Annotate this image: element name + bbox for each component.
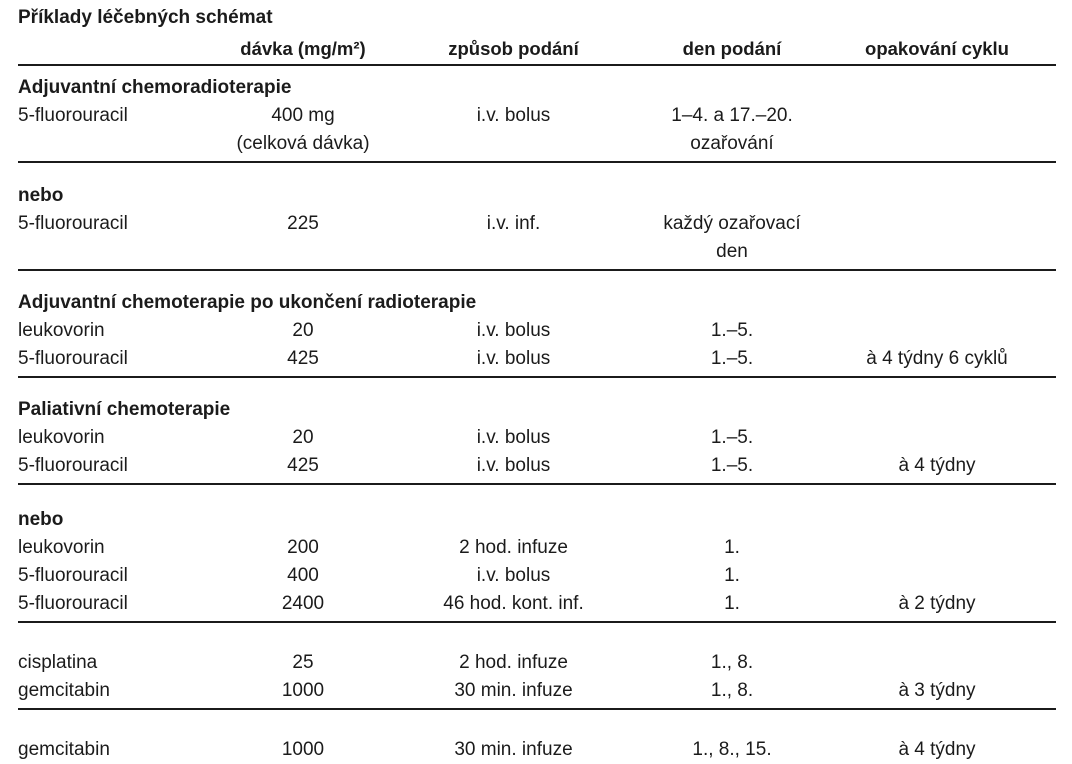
- section-header: Paliativní chemoterapie: [18, 399, 231, 420]
- section-nebo-2: [18, 485, 1056, 623]
- drug-cell: leukovorin: [18, 427, 105, 448]
- drug-cell: gemcitabin: [18, 739, 110, 760]
- table-row: [18, 345, 1056, 373]
- route-cell: 2 hod. infuze: [459, 537, 568, 558]
- section-gemcitabine-mono: [18, 710, 1056, 764]
- drug-cell: 5-fluorouracil: [18, 593, 128, 614]
- table-row: [18, 534, 1056, 562]
- column-header-dose: dávka (mg/m²): [240, 38, 366, 59]
- table-row: [18, 210, 1056, 266]
- drug-cell: 5-fluorouracil: [18, 565, 128, 586]
- section-header: nebo: [18, 185, 64, 206]
- column-header-row: [18, 30, 1056, 66]
- cell-line: 1–4. a 17.–20.: [671, 105, 793, 126]
- cycle-cell: à 3 týdny: [898, 680, 976, 701]
- day-cell: 1., 8.: [710, 680, 754, 701]
- drug-cell: cisplatina: [18, 652, 98, 673]
- drug-cell: 5-fluorouracil: [18, 348, 128, 369]
- cycle-cell: [818, 317, 1056, 345]
- table-row: [18, 317, 1056, 345]
- dose-cell: 400: [287, 565, 319, 586]
- dose-cell: 425: [287, 455, 319, 476]
- dose-cell: 425: [287, 348, 319, 369]
- route-cell: i.v. bolus: [476, 348, 551, 369]
- cycle-cell: à 4 týdny: [898, 455, 976, 476]
- day-cell: 1.–5.: [710, 348, 754, 369]
- table-row: [18, 649, 1056, 677]
- route-cell: i.v. bolus: [476, 427, 551, 448]
- table-row: [18, 452, 1056, 480]
- cycle-cell: [818, 534, 1056, 562]
- section-adjuvant-chemotherapy-post-radiotherapy: [18, 271, 1056, 378]
- column-header-route: způsob podání: [448, 38, 579, 59]
- dose-cell: 200: [287, 537, 319, 558]
- day-cell: 1.–5.: [710, 320, 754, 341]
- dose-cell: 20: [292, 427, 314, 448]
- day-cell: 1.: [724, 537, 740, 558]
- route-cell: [381, 102, 646, 158]
- route-cell: 2 hod. infuze: [459, 652, 568, 673]
- cell-line: (celková dávka): [236, 133, 370, 154]
- dose-cell: 2400: [281, 593, 325, 614]
- dose-cell: 1000: [281, 680, 325, 701]
- route-cell: i.v. bolus: [476, 565, 551, 586]
- cycle-cell: à 2 týdny: [898, 593, 976, 614]
- table-row: [18, 562, 1056, 590]
- route-cell: 30 min. infuze: [454, 680, 573, 701]
- dose-cell: 25: [292, 652, 314, 673]
- cycle-cell: [818, 649, 1056, 677]
- section-cisplatin-gemcitabine: [18, 623, 1056, 710]
- day-cell: 1.–5.: [710, 427, 754, 448]
- drug-cell: 5-fluorouracil: [18, 213, 128, 234]
- drug-cell: leukovorin: [18, 320, 105, 341]
- section-header: nebo: [18, 509, 64, 530]
- route-cell: i.v. bolus: [476, 320, 551, 341]
- dose-cell: 225: [287, 213, 319, 234]
- day-cell: každý ozařovací den: [663, 213, 801, 262]
- route-cell: i.v. inf.: [486, 213, 541, 234]
- dose-cell: [225, 102, 381, 158]
- drug-cell: [18, 102, 225, 158]
- day-cell: 1., 8.: [710, 652, 754, 673]
- drug-cell: gemcitabin: [18, 680, 110, 701]
- table-row: [18, 102, 1056, 158]
- cell-line: 400 mg: [271, 105, 335, 126]
- table-row: [18, 677, 1056, 705]
- cell-line: ozařování: [690, 133, 774, 154]
- day-cell: 1.–5.: [710, 455, 754, 476]
- route-cell: 46 hod. kont. inf.: [443, 593, 584, 614]
- section-nebo-1: [18, 163, 1056, 271]
- cell-line: 5-fluorouracil: [18, 105, 128, 126]
- cell-line: i.v. bolus: [476, 105, 551, 126]
- table-row: [18, 424, 1056, 452]
- section-header: Adjuvantní chemoradioterapie: [18, 77, 292, 98]
- dose-cell: 1000: [281, 739, 325, 760]
- cycle-cell: [818, 102, 1056, 158]
- section-palliative-chemotherapy: [18, 378, 1056, 485]
- table-title: Příklady léčebných schémat: [18, 7, 273, 28]
- section-header: Adjuvantní chemoterapie po ukončení radioterapie: [18, 292, 477, 313]
- day-cell: 1.: [724, 593, 740, 614]
- cycle-cell: [818, 562, 1056, 590]
- cycle-cell: à 4 týdny 6 cyklů: [866, 348, 1008, 369]
- section-adjuvant-chemoradiotherapy: [18, 66, 1056, 163]
- cycle-cell: [818, 210, 1056, 266]
- table-row: [18, 736, 1056, 764]
- day-cell: [646, 102, 818, 158]
- day-cell: 1.: [724, 565, 740, 586]
- drug-cell: leukovorin: [18, 537, 105, 558]
- dose-cell: 20: [292, 320, 314, 341]
- day-cell: 1., 8., 15.: [692, 739, 772, 760]
- cycle-cell: à 4 týdny: [898, 739, 976, 760]
- drug-cell: 5-fluorouracil: [18, 455, 128, 476]
- route-cell: i.v. bolus: [476, 455, 551, 476]
- cycle-cell: [818, 424, 1056, 452]
- table-row: [18, 590, 1056, 618]
- column-header-day: den podání: [682, 38, 782, 59]
- route-cell: 30 min. infuze: [454, 739, 573, 760]
- column-header-cycle: opakování cyklu: [865, 38, 1009, 59]
